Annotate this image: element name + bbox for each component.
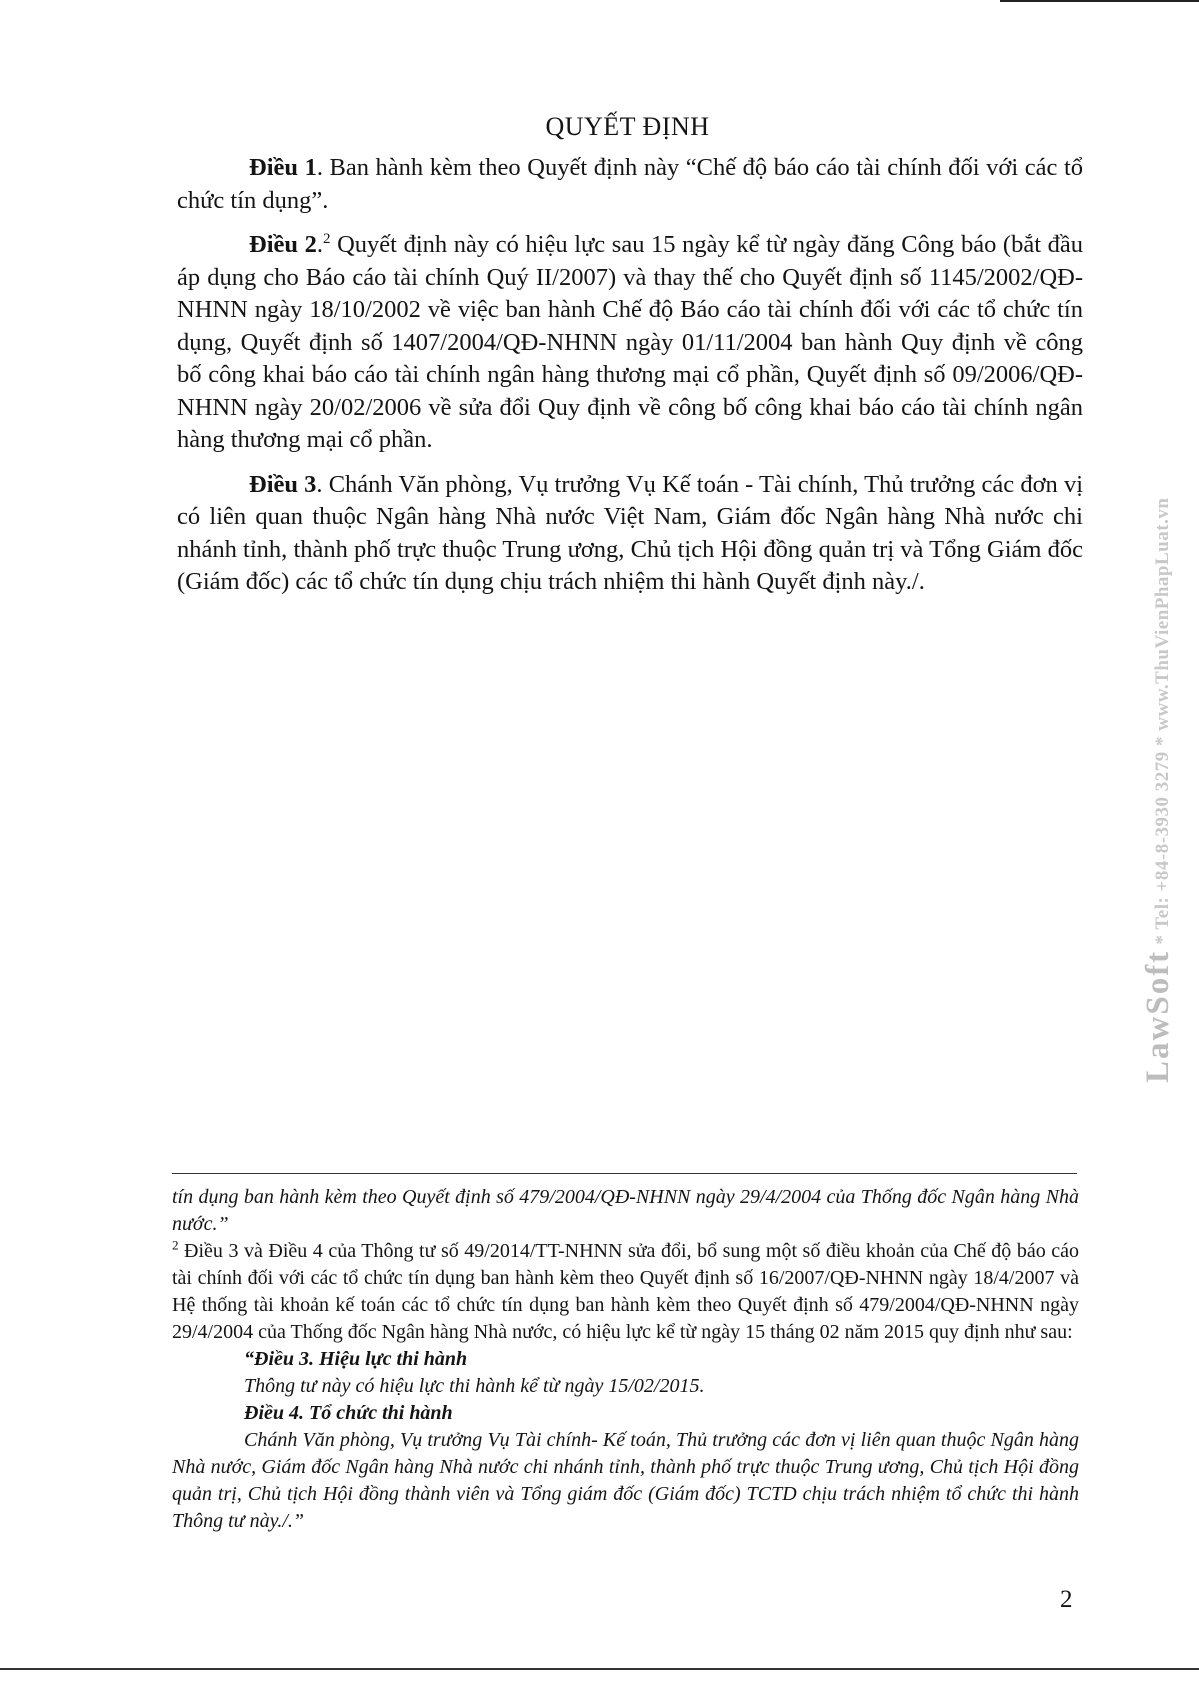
article-1-text: Ban hành kèm theo Quyết định này “Chế độ báo cáo tài chính đối với các tổ chức tín dụng”. (177, 154, 1084, 214)
footnote-ref-2[interactable]: 2 (322, 230, 331, 247)
quote-article-3-title: “Điều 3. Hiệu lực thi hành (244, 1348, 468, 1370)
footnote-continuation: tín dụng ban hành kèm theo Quyết định số 479/2004/QĐ-NHNN ngày 29/4/2004 của Thống đốc Ngân hàng Nhà nước.” (172, 1186, 1079, 1235)
watermark-brand: LawSoft (1140, 949, 1176, 1083)
footnote-2-marker: 2 (172, 1237, 179, 1253)
article-3 (177, 469, 1083, 599)
article-3-text: Chánh Văn phòng, Vụ trưởng Vụ Kế toán - Tài chính, Thủ trưởng các đơn vị có liên quan thuộc Ngân hàng Nhà nước Việt Nam, Giám đốc Ngân hàng Nhà nước chi nhánh tỉnh, thành phố trực thuộc Trung ương, Chủ tịch Hội đồng quản trị và Tổng Giám đốc (Giám đốc) các tổ chức tín dụng chịu trách nhiệm thi hành Quyết định này./. (177, 470, 1084, 595)
top-rule (1000, 0, 1199, 2)
article-3-label: Điều 3 (249, 470, 317, 498)
quote-article-4-title: Điều 4. Tổ chức thi hành (244, 1402, 453, 1424)
article-1 (177, 152, 1083, 217)
footnotes (172, 1184, 1079, 1535)
bottom-rule (0, 1668, 1199, 1670)
watermark-contact: * Tel: +84-8-3930 3279 * www.ThuVienPhapLuat.vn (1152, 497, 1173, 950)
footnote-divider (172, 1173, 1077, 1174)
article-2-label: Điều 2 (249, 231, 317, 258)
article-2-text: Quyết định này có hiệu lực sau 15 ngày kể từ ngày đăng Công báo (bắt đầu áp dụng cho Báo cáo tài chính Quý II/2007) và thay thế cho Quyết định số 1145/2002/QĐ-NHNN ngày 18/10/2002 về việc ban hành Chế độ Báo cáo tài chính đối với các tổ chức tín dụng, Quyết định số 1407/2004/QĐ-NHNN ngày 01/11/2004 ban hành Quy định về công bố công khai báo cáo tài chính ngân hàng thương mại cổ phần, Quyết định số 09/2006/QĐ-NHNN ngày 20/02/2006 về sửa đổi Quy định về công bố công khai báo cáo tài chính ngân hàng thương mại cổ phần. (177, 231, 1083, 453)
page-number: 2 (1060, 1586, 1073, 1613)
quote-article-4-text: Chánh Văn phòng, Vụ trưởng Vụ Tài chính- Kế toán, Thủ trưởng các đơn vị liên quan thuộc Ngân hàng Nhà nước, Giám đốc Ngân hàng Nhà nước chi nhánh tỉnh, thành phố trực thuộc Trung ương, Chủ tịch Hội đồng quản trị, Chủ tịch Hội đồng thành viên và Tổng giám đốc (Giám đốc) TCTD chịu trách nhiệm tổ chức thi hành Thông tư này./.” (172, 1429, 1079, 1532)
decision-body (177, 152, 1083, 611)
article-2 (177, 229, 1083, 457)
article-3-label-dot: . (316, 470, 323, 498)
article-1-label-dot: . (316, 154, 323, 181)
page-heading: QUYẾT ĐỊNH (545, 112, 710, 141)
article-2-label-dot: . (316, 231, 323, 258)
footnote-2-text: Điều 3 và Điều 4 của Thông tư số 49/2014/TT-NHNN sửa đổi, bổ sung một số điều khoản của Chế độ báo cáo tài chính đối với các tổ chức tín dụng ban hành kèm theo Quyết định số 16/2007/QĐ-NHNN ngày 18/4/2007 và Hệ thống tài khoản kế toán các tổ chức tín dụng ban hành kèm theo Quyết định số 479/2004/QĐ-NHNN ngày 29/4/2004 của Thống đốc Ngân hàng Nhà nước, có hiệu lực kể từ ngày 15 tháng 02 năm 2015 quy định như sau: (172, 1240, 1079, 1343)
footnote-2 (172, 1238, 1079, 1346)
quote-article-3-text: Thông tư này có hiệu lực thi hành kể từ ngày 15/02/2015. (244, 1375, 705, 1397)
article-1-label: Điều 1 (249, 154, 317, 181)
